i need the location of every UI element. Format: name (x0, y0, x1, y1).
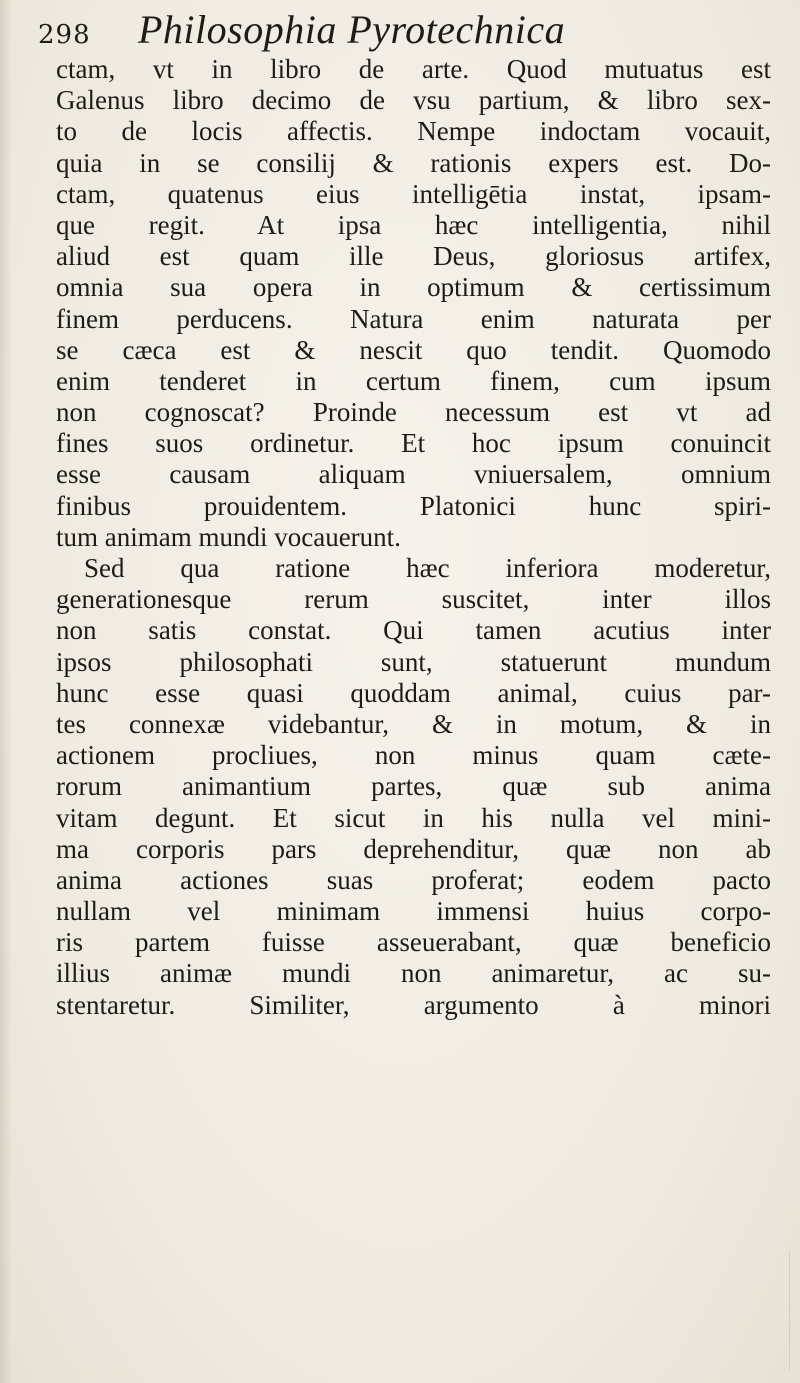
paper-crease (719, 1250, 790, 1370)
text-line-paragraph-start: Sed qua ratione hæc inferiora moderetur, (84, 553, 771, 583)
page-number: 298 (38, 20, 91, 50)
text-line: tes connexæ videbantur, & in motum, & in (56, 708, 771, 739)
text-line: anima actiones suas proferat; eodem pacto (56, 864, 771, 895)
text-line: hunc esse quasi quoddam animal, cuius par- (56, 677, 771, 708)
text-line: ctam, quatenus eius intelligētia instat, ipsam- (56, 178, 771, 209)
text-line: quia in se consilij & rationis expers est. Do- (56, 147, 771, 178)
text-line: stentaretur. Similiter, argumento à minori (56, 989, 771, 1020)
text-line: omnia sua opera in optimum & certissimum (56, 272, 771, 303)
text-line: actionem procliues, non minus quam cæte- (56, 740, 771, 771)
text-line: non satis constat. Qui tamen acutius inter (56, 615, 771, 646)
text-line: to de locis affectis. Nempe indoctam vocauit, (56, 116, 771, 147)
text-line: esse causam aliquam vniuersalem, omnium (56, 459, 771, 490)
text-line: nullam vel minimam immensi huius corpo- (56, 896, 771, 927)
text-line: finem perducens. Natura enim naturata per (56, 303, 771, 334)
text-line: ma corporis pars deprehenditur, quæ non ab (56, 833, 771, 864)
page-gutter-shadow (0, 0, 12, 1383)
text-line: ris partem fuisse asseuerabant, quæ beneficio (56, 927, 771, 958)
text-line: aliud est quam ille Deus, gloriosus artifex, (56, 241, 771, 272)
text-line: Galenus libro decimo de vsu partium, & libro sex- (56, 85, 771, 116)
text-line-paragraph-end: tum animam mundi vocauerunt. (56, 521, 401, 552)
text-line: non cognoscat? Proinde necessum est vt ad (56, 397, 771, 428)
text-line: vitam degunt. Et sicut in his nulla vel mini- (56, 802, 771, 833)
running-head: Philosophia Pyrotechnica (138, 7, 566, 52)
text-line: enim tenderet in certum finem, cum ipsum (56, 365, 771, 396)
page-header (38, 6, 778, 56)
text-line: ctam, vt in libro de arte. Quod mutuatus est (56, 54, 771, 84)
text-line: illius animæ mundi non animaretur, ac su- (56, 958, 771, 989)
text-line: rorum animantium partes, quæ sub anima (56, 771, 771, 802)
text-line: ipsos philosophati sunt, statuerunt mundum (56, 646, 771, 677)
text-line: finibus prouidentem. Platonici hunc spiri- (56, 490, 771, 521)
text-line: fines suos ordinetur. Et hoc ipsum conuincit (56, 428, 771, 459)
text-line: se cæca est & nescit quo tendit. Quomodo (56, 334, 771, 365)
body-text (56, 54, 771, 1021)
text-line: que regit. At ipsa hæc intelligentia, nihil (56, 209, 771, 240)
text-line: generationesque rerum suscitet, inter illos (56, 584, 771, 615)
